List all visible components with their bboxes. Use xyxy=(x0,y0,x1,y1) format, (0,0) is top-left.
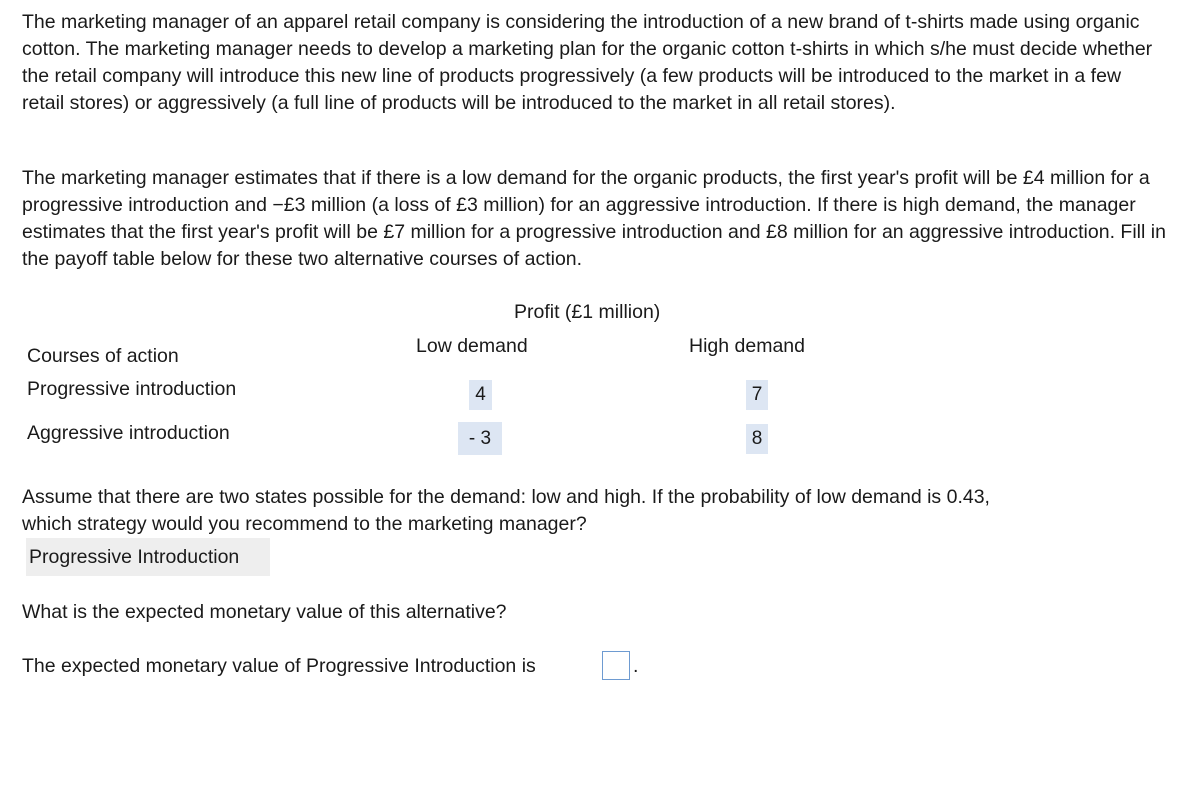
cell-progressive-low: 4 xyxy=(469,380,492,410)
emv-sentence-suffix: . xyxy=(633,655,639,677)
row-header-courses-of-action: Courses of action xyxy=(27,345,179,367)
problem-paragraph-1: The marketing manager of an apparel retail company is considering the introduction of a new brand of t-shirts made using organic cotton. The marketing manager needs to develop a marketing plan for the organic cotton t-shirts in which s/he must decide whether the retail company will introduce this new line of products progressively (a few products will be introduced to the market in a few retail stores) or aggressively (a full line of products will be introduced to the market in all retail stores). xyxy=(22,11,1153,114)
question-1-line-2: which strategy would you recommend to the marketing manager? xyxy=(22,513,587,535)
problem-paragraph-2: The marketing manager estimates that if there is a low demand for the organic products, the first year's profit will be £4 million for a progressive introduction and −£3 million (a loss of £3 million) for an aggressive introduction. If there is high demand, the manager estimates that the first year's profit will be £7 million for a progressive introduction and £8 million for an aggressive introduction. Fill in the payoff table below for these two alternative courses of action. xyxy=(22,167,1166,270)
recommended-strategy-text: Progressive Introduction xyxy=(29,546,240,568)
column-header-low-demand: Low demand xyxy=(416,335,528,357)
cell-aggressive-high: 8 xyxy=(746,424,768,454)
column-header-high-demand: High demand xyxy=(689,335,805,357)
question-2-text: What is the expected monetary value of this alternative? xyxy=(22,601,507,623)
row-label-progressive: Progressive introduction xyxy=(27,378,237,400)
emv-sentence-prefix: The expected monetary value of Progressive Introduction is xyxy=(22,655,536,677)
emv-answer-input[interactable] xyxy=(602,651,630,680)
cell-progressive-high: 7 xyxy=(746,380,768,410)
cell-aggressive-low: - 3 xyxy=(458,422,502,455)
table-caption: Profit (£1 million) xyxy=(514,301,661,323)
recommended-strategy-answer xyxy=(26,538,270,576)
question-1-line-1: Assume that there are two states possible for the demand: low and high. If the probability of low demand is 0.43, xyxy=(22,486,990,508)
row-label-aggressive: Aggressive introduction xyxy=(27,422,230,444)
